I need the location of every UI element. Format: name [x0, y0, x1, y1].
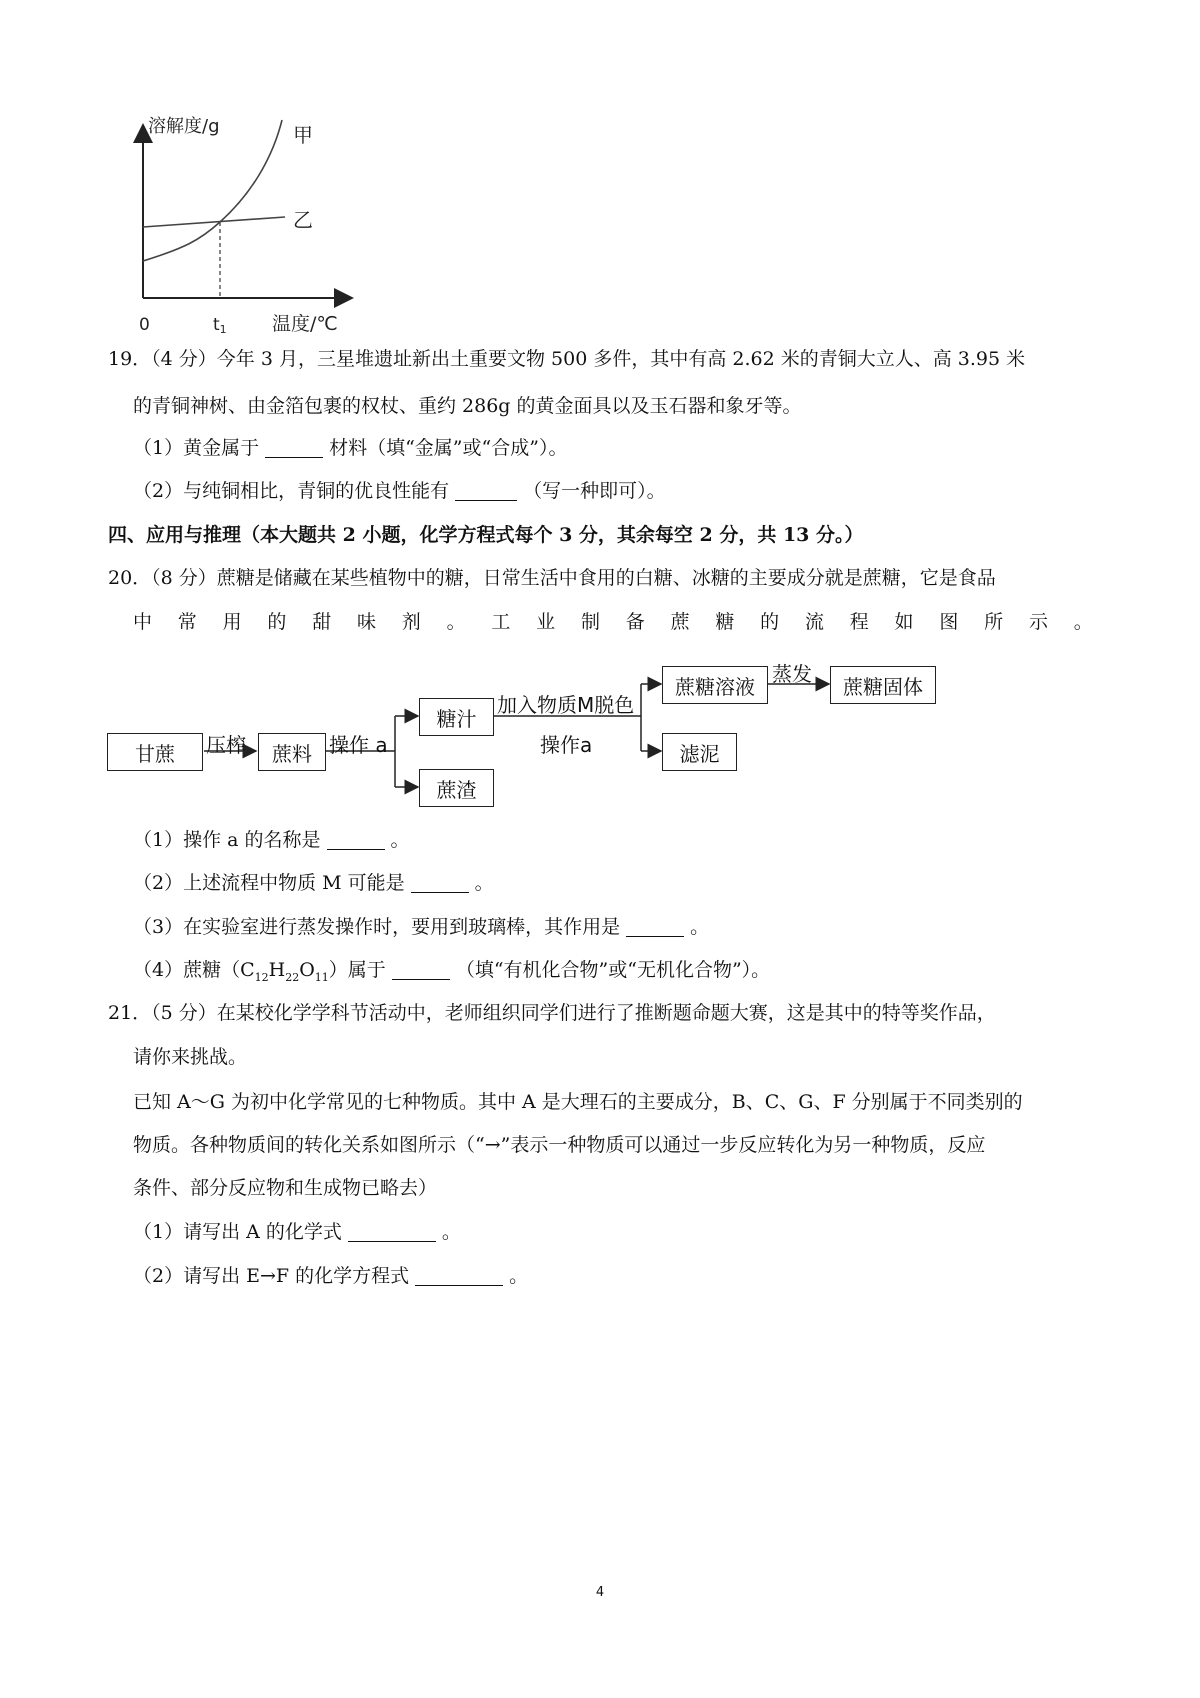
- q20-stem-char: 如: [894, 611, 914, 633]
- curve-jia: [143, 120, 282, 261]
- answer-blank[interactable]: [265, 437, 323, 458]
- q20-stem-char: 糖: [715, 611, 735, 633]
- q21-para-line1: 已知 A～G 为初中化学常见的七种物质。其中 A 是大理石的主要成分，B、C、G、F 分别属于不同类别的: [133, 1091, 1023, 1113]
- q20-stem-char: 。: [1073, 611, 1093, 633]
- q21-stem-line1: 21．（5 分）在某校化学学科节活动中，老师组织同学们进行了推断题命题大赛，这是其中的特等奖作品，: [108, 1002, 996, 1024]
- page-number: 4: [595, 1585, 605, 1600]
- flow-label-add-m: 加入物质M脱色: [497, 693, 635, 717]
- flow-node-tangzhi: 糖汁: [419, 698, 494, 736]
- curve-jia-label: 甲: [293, 123, 313, 147]
- q20-stem-char: 流: [804, 611, 824, 633]
- q21-para-line3: 条件、部分反应物和生成物已略去）: [133, 1177, 438, 1199]
- q19-sub1: （1）黄金属于 材料（填“金属”或“合成”）。: [133, 437, 568, 459]
- answer-blank[interactable]: [411, 872, 469, 893]
- q20-stem-char: 味: [356, 611, 376, 633]
- q20-sub2: （2）上述流程中物质 M 可能是 。: [133, 872, 494, 894]
- flow-label-zhengfa: 蒸发: [772, 662, 812, 686]
- answer-blank[interactable]: [626, 916, 684, 937]
- answer-blank[interactable]: [392, 959, 450, 980]
- q20-stem-char: 工: [491, 611, 511, 633]
- q21-sub2: （2）请写出 E→F 的化学方程式 。: [133, 1265, 529, 1287]
- y-axis-label: 溶解度/g: [148, 116, 220, 137]
- q20-stem-char: 用: [222, 611, 242, 633]
- q20-stem-char: 程: [849, 611, 869, 633]
- q20-stem-char: 。: [446, 611, 466, 633]
- q21-sub1: （1）请写出 A 的化学式 。: [133, 1221, 461, 1243]
- flow-label-op-a2: 操作a: [540, 733, 593, 757]
- q20-stem-char: 业: [536, 611, 556, 633]
- q20-stem-char: 图: [939, 611, 959, 633]
- q20-sub1: （1）操作 a 的名称是 。: [133, 829, 410, 851]
- solubility-graph: [100, 105, 400, 365]
- q20-stem-char: 所: [984, 611, 1004, 633]
- flow-node-guti: 蔗糖固体: [830, 666, 936, 704]
- answer-blank[interactable]: [327, 829, 385, 850]
- curve-yi: [143, 217, 285, 227]
- q21-para-line2: 物质。各种物质间的转化关系如图所示（“→”表示一种物质可以通过一步反应转化为另一种物质，反应: [133, 1134, 986, 1156]
- q20-stem-char: 剂: [401, 611, 421, 633]
- q20-stem-char: 的: [760, 611, 780, 633]
- q20-stem-char: 蔗: [670, 611, 690, 633]
- q20-stem-line1: 20．（8 分）蔗糖是储藏在某些植物中的糖，日常生活中食用的白糖、冰糖的主要成分就是蔗糖，它是食品: [108, 567, 996, 589]
- flow-label-op-a1: 操作 a: [329, 733, 388, 757]
- x-axis-label: 温度/℃: [272, 313, 338, 335]
- q20-stem-char: 常: [177, 611, 197, 633]
- answer-blank[interactable]: [348, 1221, 436, 1242]
- q19-stem-line2: 的青铜神树、由金箔包裹的权杖、重约 286g 的黄金面具以及玉石器和象牙等。: [133, 395, 802, 417]
- answer-blank[interactable]: [415, 1265, 503, 1286]
- q21-stem-line2: 请你来挑战。: [133, 1046, 248, 1068]
- flow-node-luni: 滤泥: [662, 733, 737, 771]
- q20-stem-line2: [133, 607, 1093, 637]
- flow-node-zhezha: 蔗渣: [419, 769, 494, 807]
- q20-stem-char: 的: [267, 611, 287, 633]
- flow-node-rongye: 蔗糖溶液: [662, 666, 768, 704]
- q19-sub2: （2）与纯铜相比，青铜的优良性能有 （写一种即可）。: [133, 480, 666, 502]
- q19-stem-line1: 19．（4 分）今年 3 月，三星堆遗址新出土重要文物 500 多件，其中有高 2.62 米的青铜大立人、高 3.95 米: [108, 348, 1026, 370]
- curve-yi-label: 乙: [293, 208, 313, 232]
- flow-label-yazha: 压榨: [206, 733, 246, 757]
- answer-blank[interactable]: [455, 480, 517, 501]
- q20-stem-char: 制: [580, 611, 600, 633]
- section-heading: 四、应用与推理（本大题共 2 小题，化学方程式每个 3 分，其余每空 2 分，共 13 分。）: [108, 524, 864, 546]
- q20-sub4: （4）蔗糖$(C_{12}H_{22}O_{11})$属于 （填“有机化合物”或“无机化合物”）。: [133, 959, 771, 984]
- flow-node-zheliao: 蔗料: [258, 733, 326, 771]
- q20-stem-char: 中: [133, 611, 153, 633]
- q20-stem-char: 示: [1028, 611, 1048, 633]
- q20-stem-char: 甜: [312, 611, 332, 633]
- q20-sub3: （3）在实验室进行蒸发操作时，要用到玻璃棒，其作用是 。: [133, 916, 710, 938]
- q20-stem-char: 备: [625, 611, 645, 633]
- t1-label: t1: [213, 315, 227, 336]
- flow-node-ganzhe: 甘蔗: [107, 733, 203, 771]
- origin-label: 0: [139, 315, 150, 335]
